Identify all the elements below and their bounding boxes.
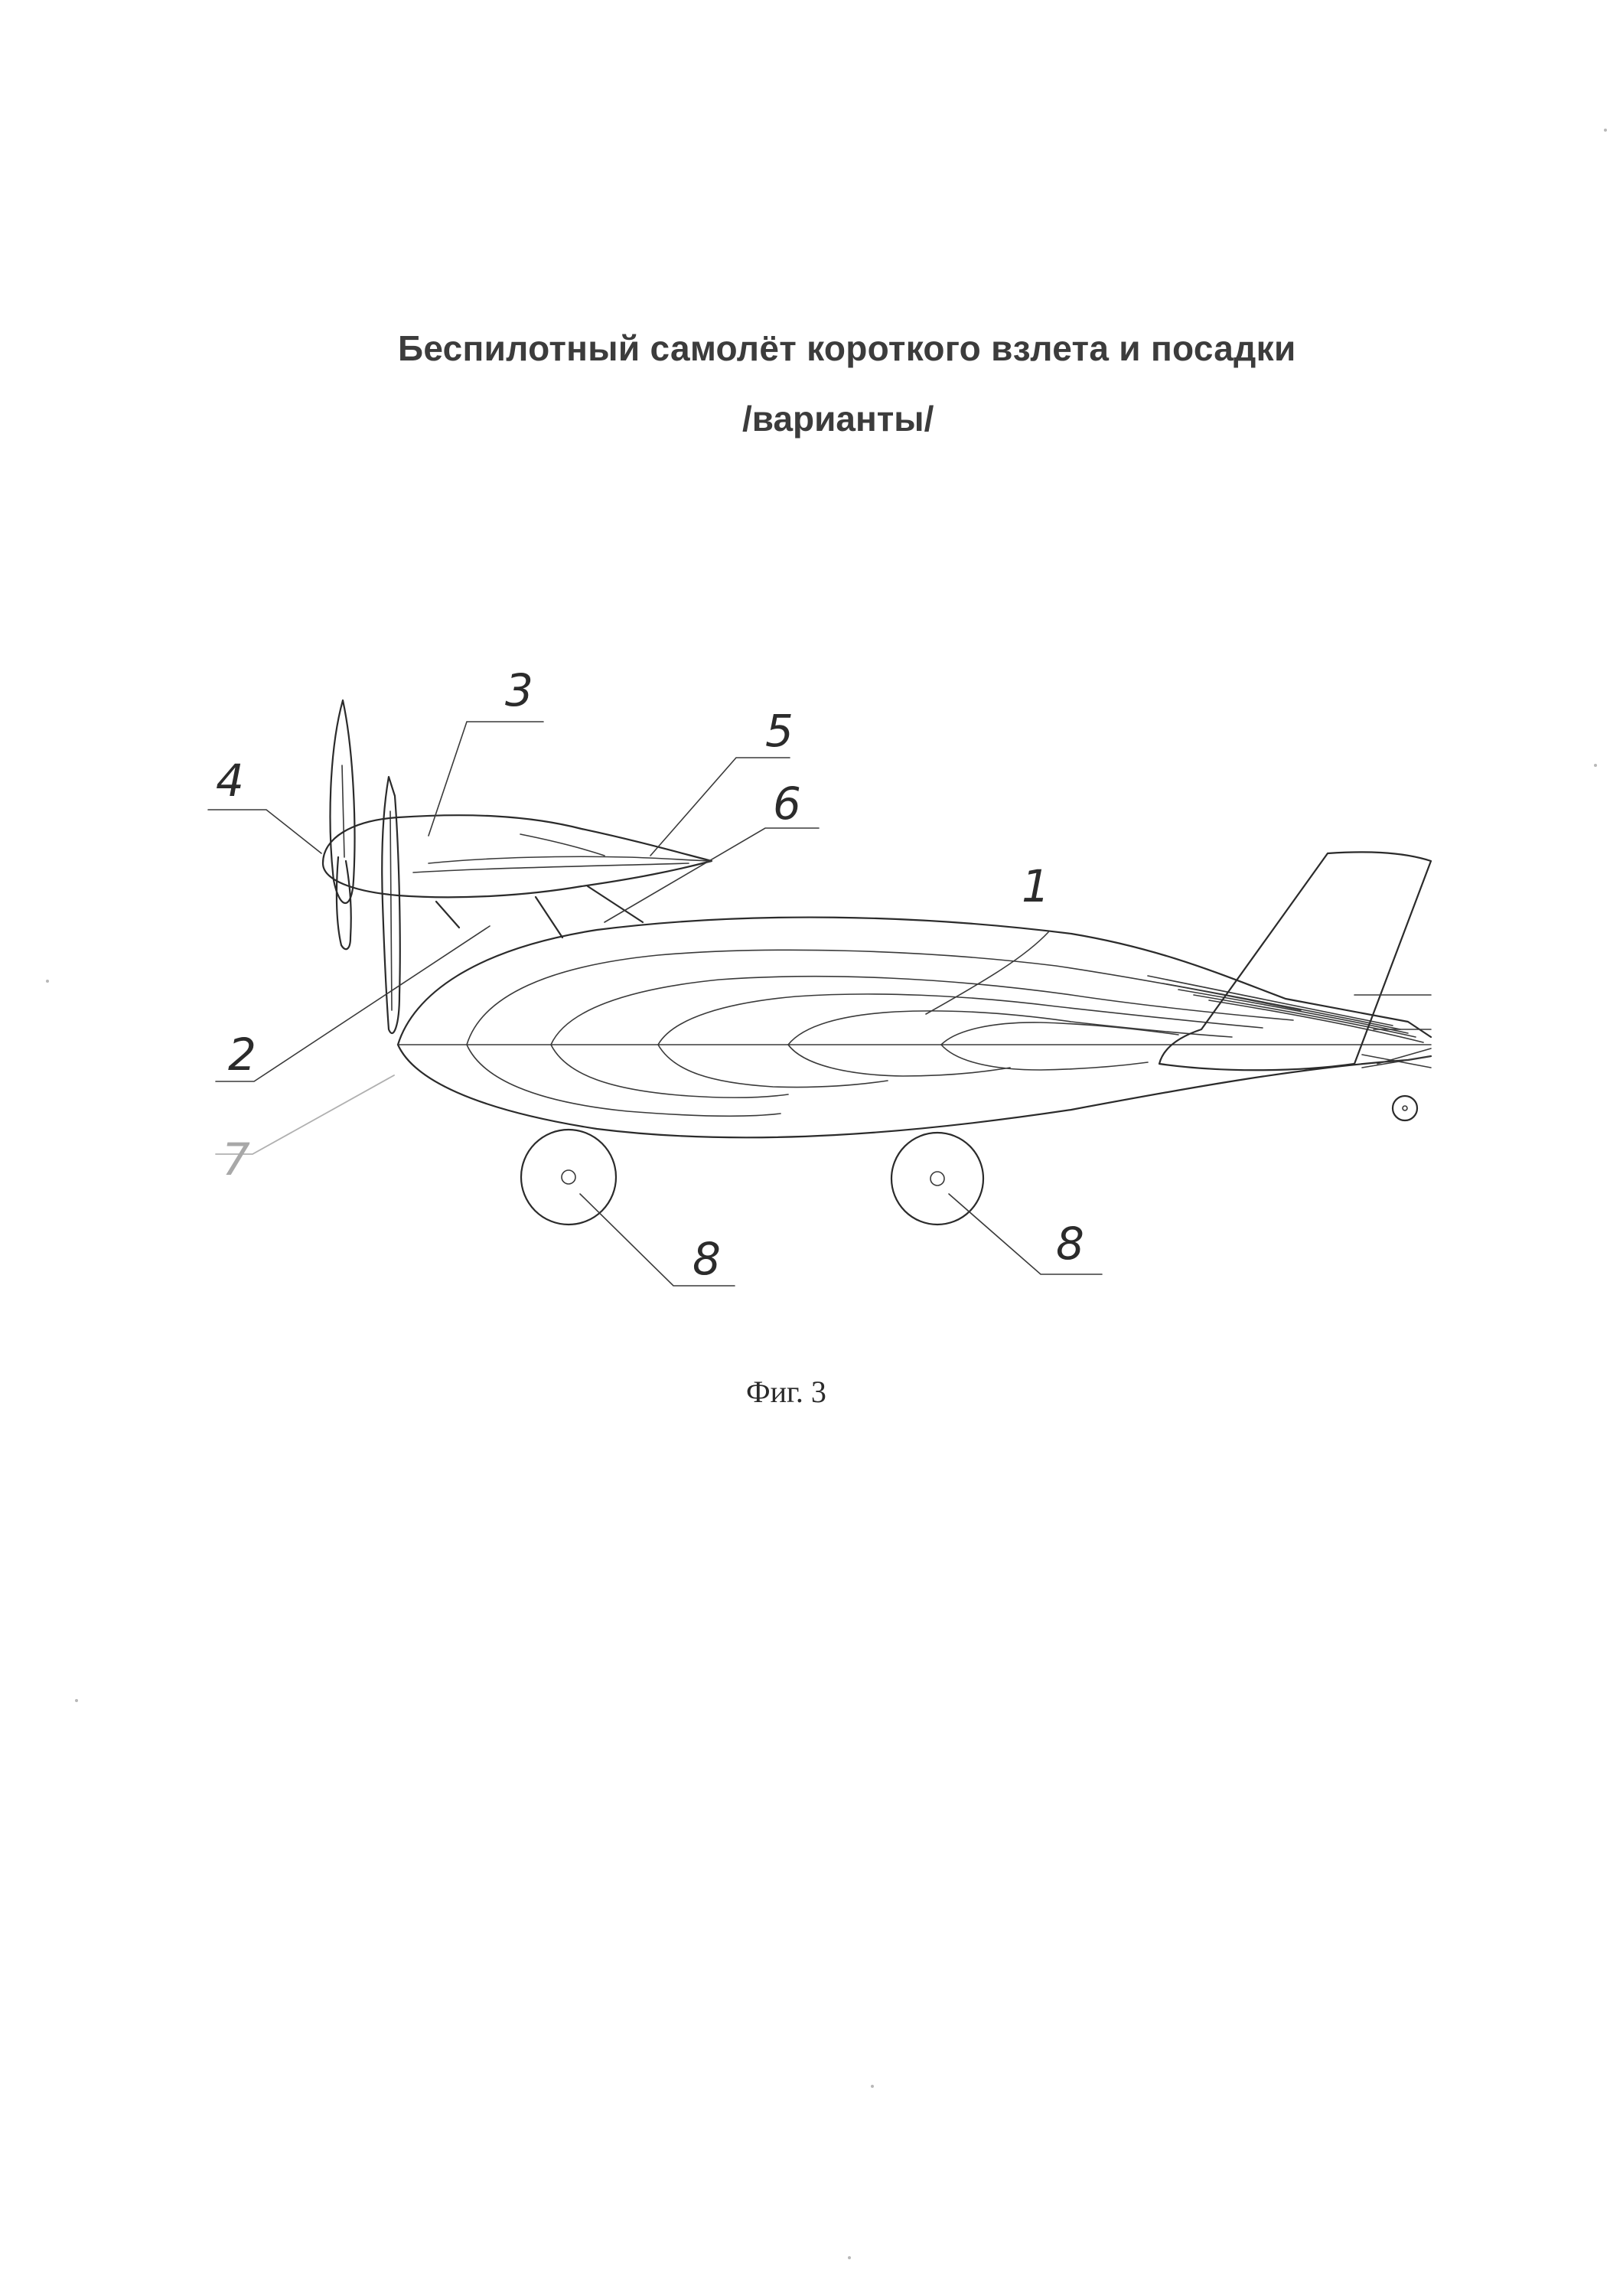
front-wheel xyxy=(521,1130,616,1225)
scan-specks xyxy=(46,129,1607,2259)
callout-3-label: 3 xyxy=(505,664,533,716)
rear-wheel xyxy=(891,1133,983,1225)
callout-8-front-label: 8 xyxy=(693,1233,721,1285)
callout-2-label: 2 xyxy=(228,1029,256,1081)
propeller xyxy=(331,700,355,949)
callout-6-label: 6 xyxy=(773,778,801,830)
callout-4-label: 4 xyxy=(216,755,244,807)
document-subtitle: /варианты/ xyxy=(742,399,934,439)
leader-lines xyxy=(208,722,1102,1286)
vertical-tail xyxy=(1159,852,1431,1070)
engine-nacelle xyxy=(323,815,712,897)
figure-caption: Фиг. 3 xyxy=(746,1375,826,1409)
callout-5-label: 5 xyxy=(765,705,794,757)
callout-1-label: 1 xyxy=(1022,860,1050,912)
callout-7-label: 7 xyxy=(222,1133,250,1186)
document-title: Беспилотный самолёт короткого взлета и посадки xyxy=(398,328,1296,368)
callout-8-rear-label: 8 xyxy=(1056,1218,1084,1270)
small-tail-marker xyxy=(1393,1096,1417,1120)
fuselage xyxy=(398,918,1431,1138)
pylon-struts xyxy=(436,886,643,938)
